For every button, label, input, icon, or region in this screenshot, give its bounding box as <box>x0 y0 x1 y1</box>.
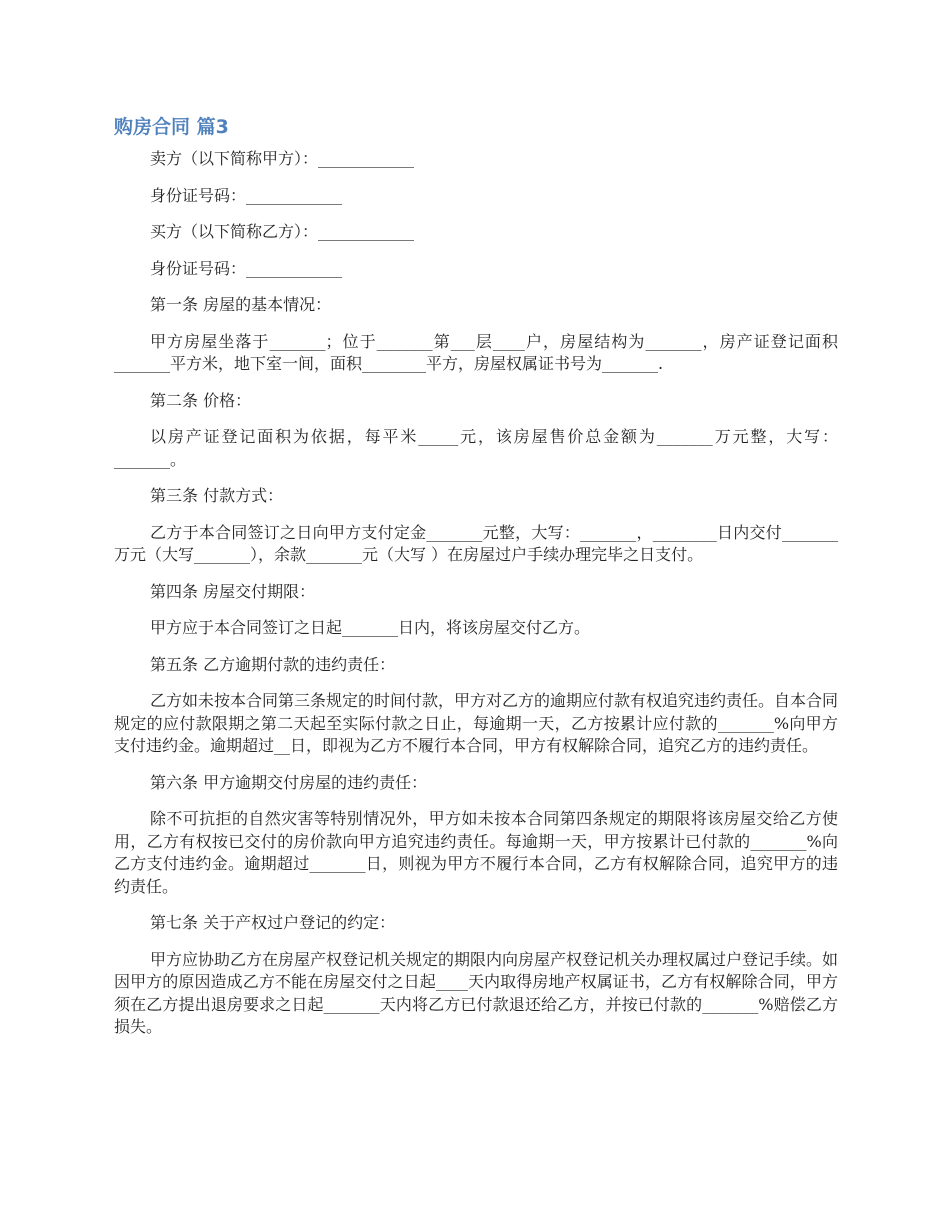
article-7-body: 甲方应协助乙方在房屋产权登记机关规定的期限内向房屋产权登记机关办理权属过户登记手续。如因甲方的原因造成乙方不能在房屋交付之日起____天内取得房地产权属证书，乙方有权解除合同，甲方须在乙方提出退房要求之日起_______天内将乙方已付款退还给乙方，并按已付款的_______%赔偿乙方损失。 <box>114 949 839 1036</box>
buyer-id-line: 身份证号码：____________ <box>150 258 343 278</box>
article-4-body: 甲方应于本合同签订之日起_______日内，将该房屋交付乙方。 <box>150 618 591 637</box>
article-2-body: 以房产证登记面积为依据，每平米_____元，该房屋售价总金额为_______万元整，大写：_______。 <box>114 427 838 469</box>
article-3-body: 乙方于本合同签订之日向甲方支付定金_______元整，大写：_______，________日内交付_______万元（大写_______），余款_______元（大写 ）在房屋过户手续办理完毕之日支付。 <box>114 522 838 564</box>
seller-id-line: 身份证号码：____________ <box>150 185 343 205</box>
document-title: 购房合同 篇3 <box>114 116 229 138</box>
article-6-body: 除不可抗拒的自然灾害等特别情况外，甲方如未按本合同第四条规定的期限将该房屋交给乙方使用，乙方有权按已交付的房价款向甲方追究违约责任。每逾期一天，甲方按累计已付款的_______%向乙方支付违约金。逾期超过_______日，则视为甲方不履行本合同，乙方有权解除合同，追究甲方的违约责任。 <box>114 809 838 896</box>
article-1-heading: 第一条 房屋的基本情况： <box>150 295 332 314</box>
article-3-heading: 第三条 付款方式： <box>150 486 284 505</box>
article-4-heading: 第四条 房屋交付期限： <box>150 581 316 601</box>
article-2-heading: 第二条 价格： <box>150 390 252 410</box>
article-5-body: 乙方如未按本合同第三条规定的时间付款，甲方对乙方的逾期应付款有权追究违约责任。自本合同规定的应付款限期之第二天起至实际付款之日止，每逾期一天，乙方按累计应付款的_______%向甲方支付违约金。逾期超过__日，即视为乙方不履行本合同，甲方有权解除合同，追究乙方的违约责任。 <box>114 691 839 755</box>
article-1-body: 甲方房屋坐落于_______；位于_______第___层____户，房屋结构为_______，房产证登记面积_______平方米，地下室一间，面积________平方，房屋权属证书号为_______. <box>114 331 838 373</box>
contract-body <box>114 148 838 1053</box>
seller-line: 卖方（以下简称甲方）：____________ <box>150 149 415 168</box>
article-7-heading: 第七条 关于产权过户登记的约定： <box>150 913 396 932</box>
article-5-heading: 第五条 乙方逾期付款的违约责任： <box>150 654 396 674</box>
article-6-heading: 第六条 甲方逾期交付房屋的违约责任： <box>150 772 428 792</box>
buyer-line: 买方（以下简称乙方）：____________ <box>150 222 415 241</box>
